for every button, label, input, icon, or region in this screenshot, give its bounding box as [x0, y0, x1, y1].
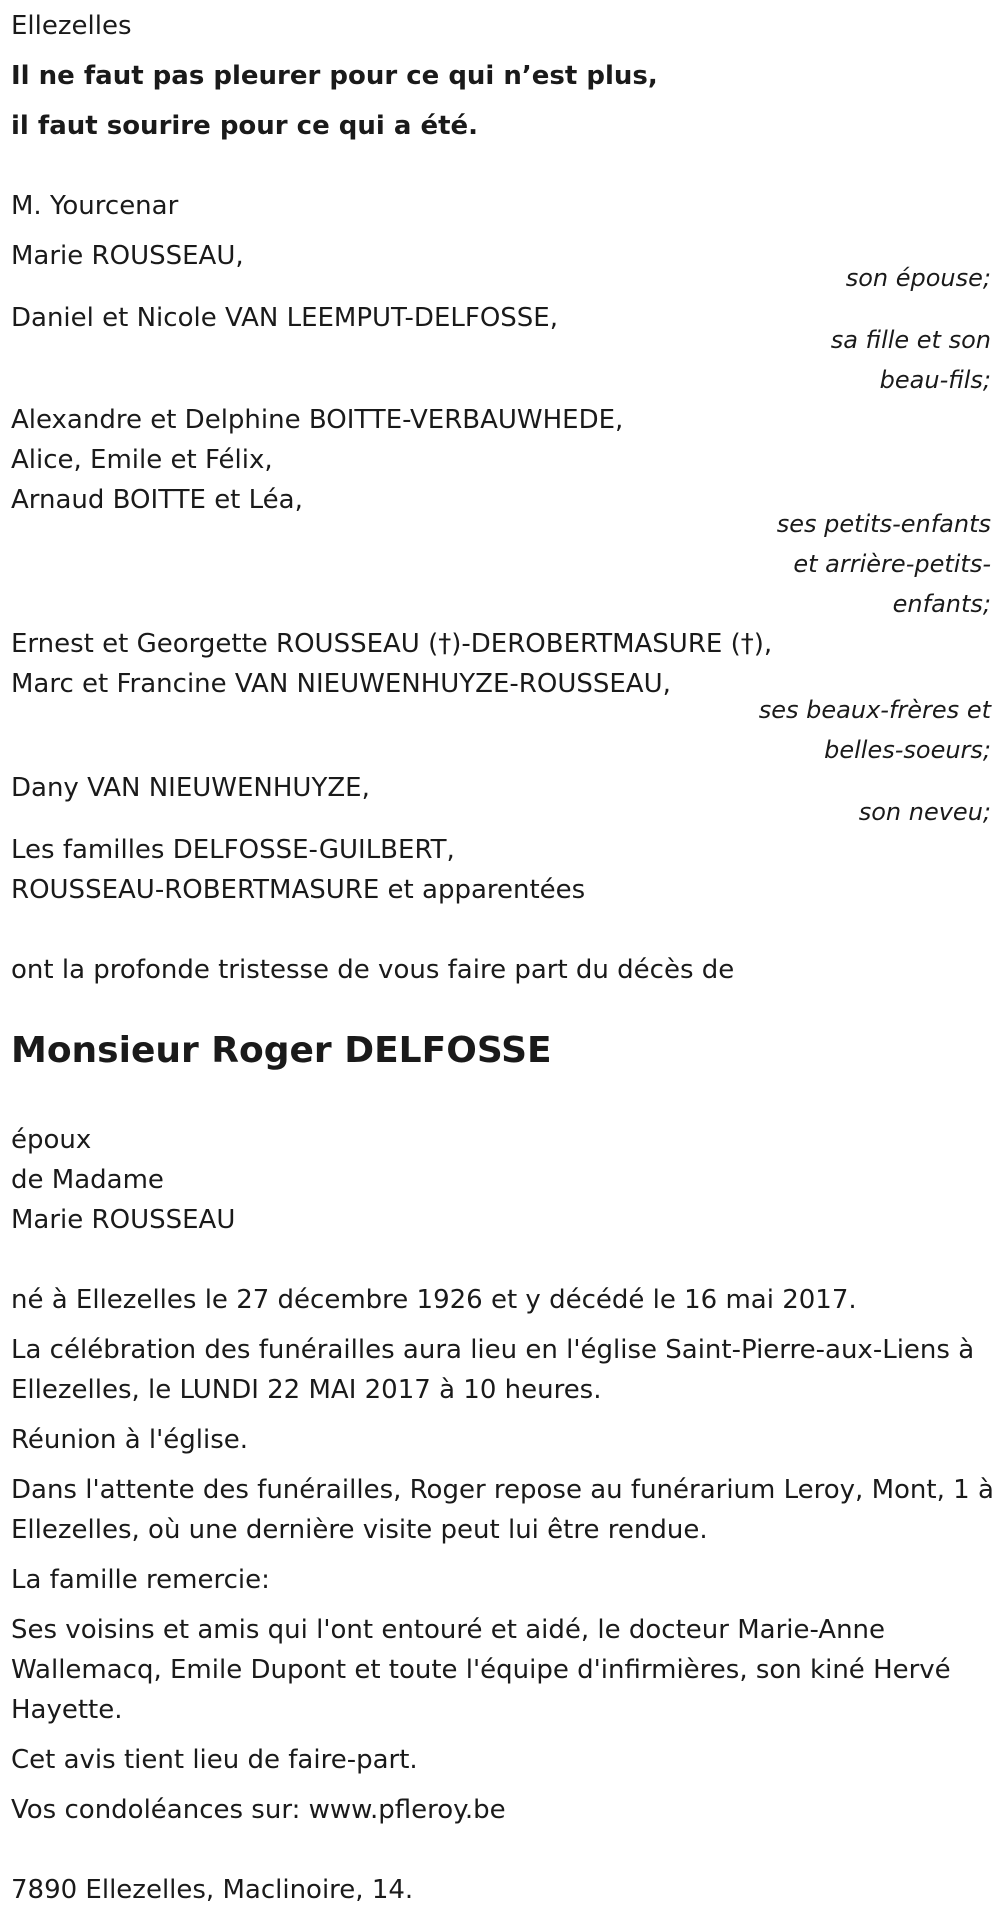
nephew-name: Dany VAN NIEUWENHUYZE, — [11, 773, 370, 803]
grandchildren-relation-2: et arrière-petits- — [793, 550, 991, 578]
birth-death-text: né à Ellezelles le 27 décembre 1926 et y décédé le 16 mai 2017. — [11, 1285, 857, 1315]
inlaws-relation-2: belles-soeurs; — [824, 736, 991, 764]
location-text: Ellezelles — [11, 11, 132, 41]
meeting-text: Réunion à l'église. — [11, 1425, 249, 1455]
deceased-name: Monsieur Roger DELFOSSE — [11, 1030, 552, 1071]
spouse-line-1: époux — [11, 1125, 92, 1155]
daughter-relation-1: sa fille et son — [830, 326, 991, 354]
spouse-line-3: Marie ROUSSEAU — [11, 1205, 236, 1235]
spouse-line-2: de Madame — [11, 1165, 164, 1195]
quote-line-1: Il ne faut pas pleurer pour ce qui n’est plus, — [11, 61, 658, 91]
grandchildren-relation-1: ses petits-enfants — [776, 510, 991, 538]
grandchildren-relation-3: enfants; — [892, 590, 991, 618]
thanks-intro: La famille remercie: — [11, 1565, 270, 1595]
condolences-text: Vos condoléances sur: www.pfleroy.be — [11, 1795, 506, 1825]
inlaws-name-2: Marc et Francine VAN NIEUWENHUYZE-ROUSSEAU, — [11, 669, 671, 699]
announcement-text: ont la profonde tristesse de vous faire part du décès de — [11, 955, 735, 985]
wife-relation: son épouse; — [845, 264, 991, 292]
families-line-1: Les familles DELFOSSE-GUILBERT, — [11, 835, 455, 865]
notice-text: Cet avis tient lieu de faire-part. — [11, 1745, 418, 1775]
quote-author: M. Yourcenar — [11, 191, 179, 221]
daughter-relation-2: beau-fils; — [879, 366, 991, 394]
grandchildren-name-1: Alexandre et Delphine BOITTE-VERBAUWHEDE, — [11, 405, 624, 435]
celebration-text: La célébration des funérailles aura lieu en l'église Saint-Pierre-aux-Liens à Ellezelles, le LUNDI 22 MAI 2017 à 10 heures. — [11, 1335, 975, 1405]
quote-line-2: il faut sourire pour ce qui a été. — [11, 111, 479, 141]
grandchildren-name-3: Arnaud BOITTE et Léa, — [11, 485, 303, 515]
rest-text: Dans l'attente des funérailles, Roger repose au funérarium Leroy, Mont, 1 à Ellezelles, où une dernière visite peut lui être rendue. — [11, 1475, 994, 1545]
inlaws-name-1: Ernest et Georgette ROUSSEAU (†)-DEROBERTMASURE (†), — [11, 629, 773, 659]
daughter-name: Daniel et Nicole VAN LEEMPUT-DELFOSSE, — [11, 303, 558, 333]
families-line-2: ROUSSEAU-ROBERTMASURE et apparentées — [11, 875, 586, 905]
wife-name: Marie ROUSSEAU, — [11, 241, 244, 271]
nephew-relation: son neveu; — [858, 798, 991, 826]
address-text: 7890 Ellezelles, Maclinoire, 14. — [11, 1875, 414, 1905]
grandchildren-name-2: Alice, Emile et Félix, — [11, 445, 273, 475]
thanks-text: Ses voisins et amis qui l'ont entouré et aidé, le docteur Marie-Anne Wallemacq, Emile Dupont et toute l'équipe d'infirmières, son kiné Hervé Hayette. — [11, 1615, 951, 1725]
inlaws-relation-1: ses beaux-frères et — [758, 696, 991, 724]
